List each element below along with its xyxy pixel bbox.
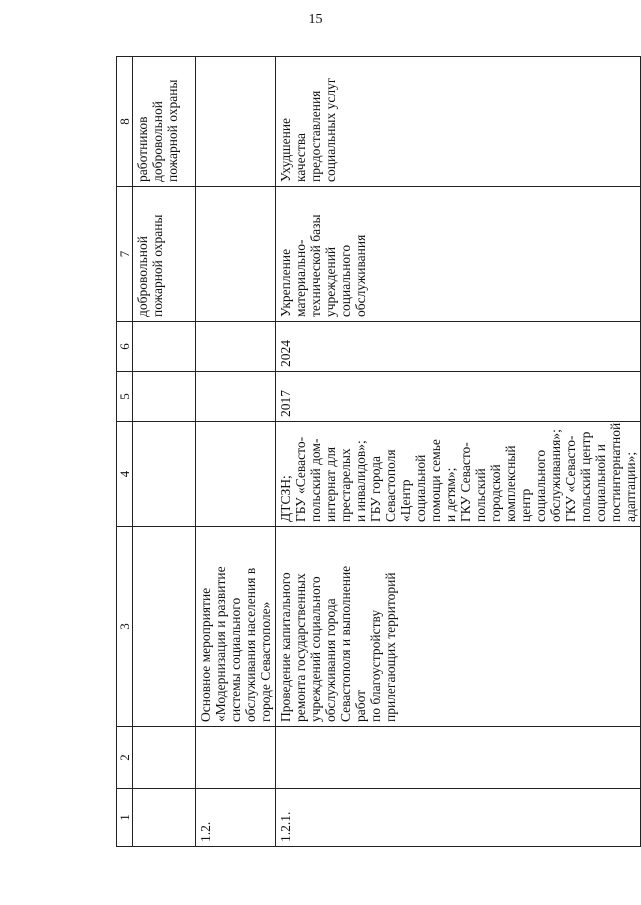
header-cell: 3 [117,527,133,727]
cell-executor [196,422,276,527]
cell-result: добровольной пожарной охраны [133,187,196,322]
cell-number [133,789,196,847]
header-cell: 1 [117,789,133,847]
table-row [276,57,641,847]
cell-end-year [133,322,196,372]
page-number: 15 [308,12,323,27]
cell-consequence: Ухудшение качества предоставления социальных услуг [276,57,641,187]
cell-end-year [196,322,276,372]
cell-name: Основное мероприятие «Модернизация и развитие системы социального обслуживания населения в городе Севастополе» [196,527,276,727]
header-cell: 8 [117,57,133,187]
cell-consequence: работников добровольной пожарной охраны [133,57,196,187]
header-cell: 7 [117,187,133,322]
cell-executor [133,422,196,527]
header-cell: 5 [117,372,133,422]
header-cell: 2 [117,727,133,789]
cell-result [196,187,276,322]
cell-start-year [196,372,276,422]
cell-number: 1.2.1. [276,789,641,847]
cell-name: Проведение капитального ремонта государственных учреждений социального обслуживания города Севастополя и выполнение работ по благоустройству прилегающих территорий [276,527,641,727]
cell-start-year: 2017 [276,372,641,422]
measures-table [116,56,641,847]
cell-col2 [196,727,276,789]
cell-col2 [276,727,641,789]
cell-result: Укрепление материально- технической базы учреждений социального обслуживания [276,187,641,322]
cell-name [133,527,196,727]
header-cell: 6 [117,322,133,372]
rotated-table-container [116,57,636,847]
cell-start-year [133,372,196,422]
table-row [196,57,276,847]
header-cell: 4 [117,422,133,527]
cell-col2 [133,727,196,789]
header-row [117,57,133,847]
cell-executor: ДТСЗН; ГБУ «Севасто- польский дом- интернат для престарелых и инвалидов»; ГБУ города Севастополя «Центр социальной помощи семье и детям»; ГКУ Севасто- польский городской комплексный центр социального обслуживания»; ГКУ «Севасто- польский центр социальной и постинтернатной адаптации»; [276,422,641,527]
table-row [133,57,196,847]
cell-consequence [196,57,276,187]
cell-end-year: 2024 [276,322,641,372]
cell-number: 1.2. [196,789,276,847]
